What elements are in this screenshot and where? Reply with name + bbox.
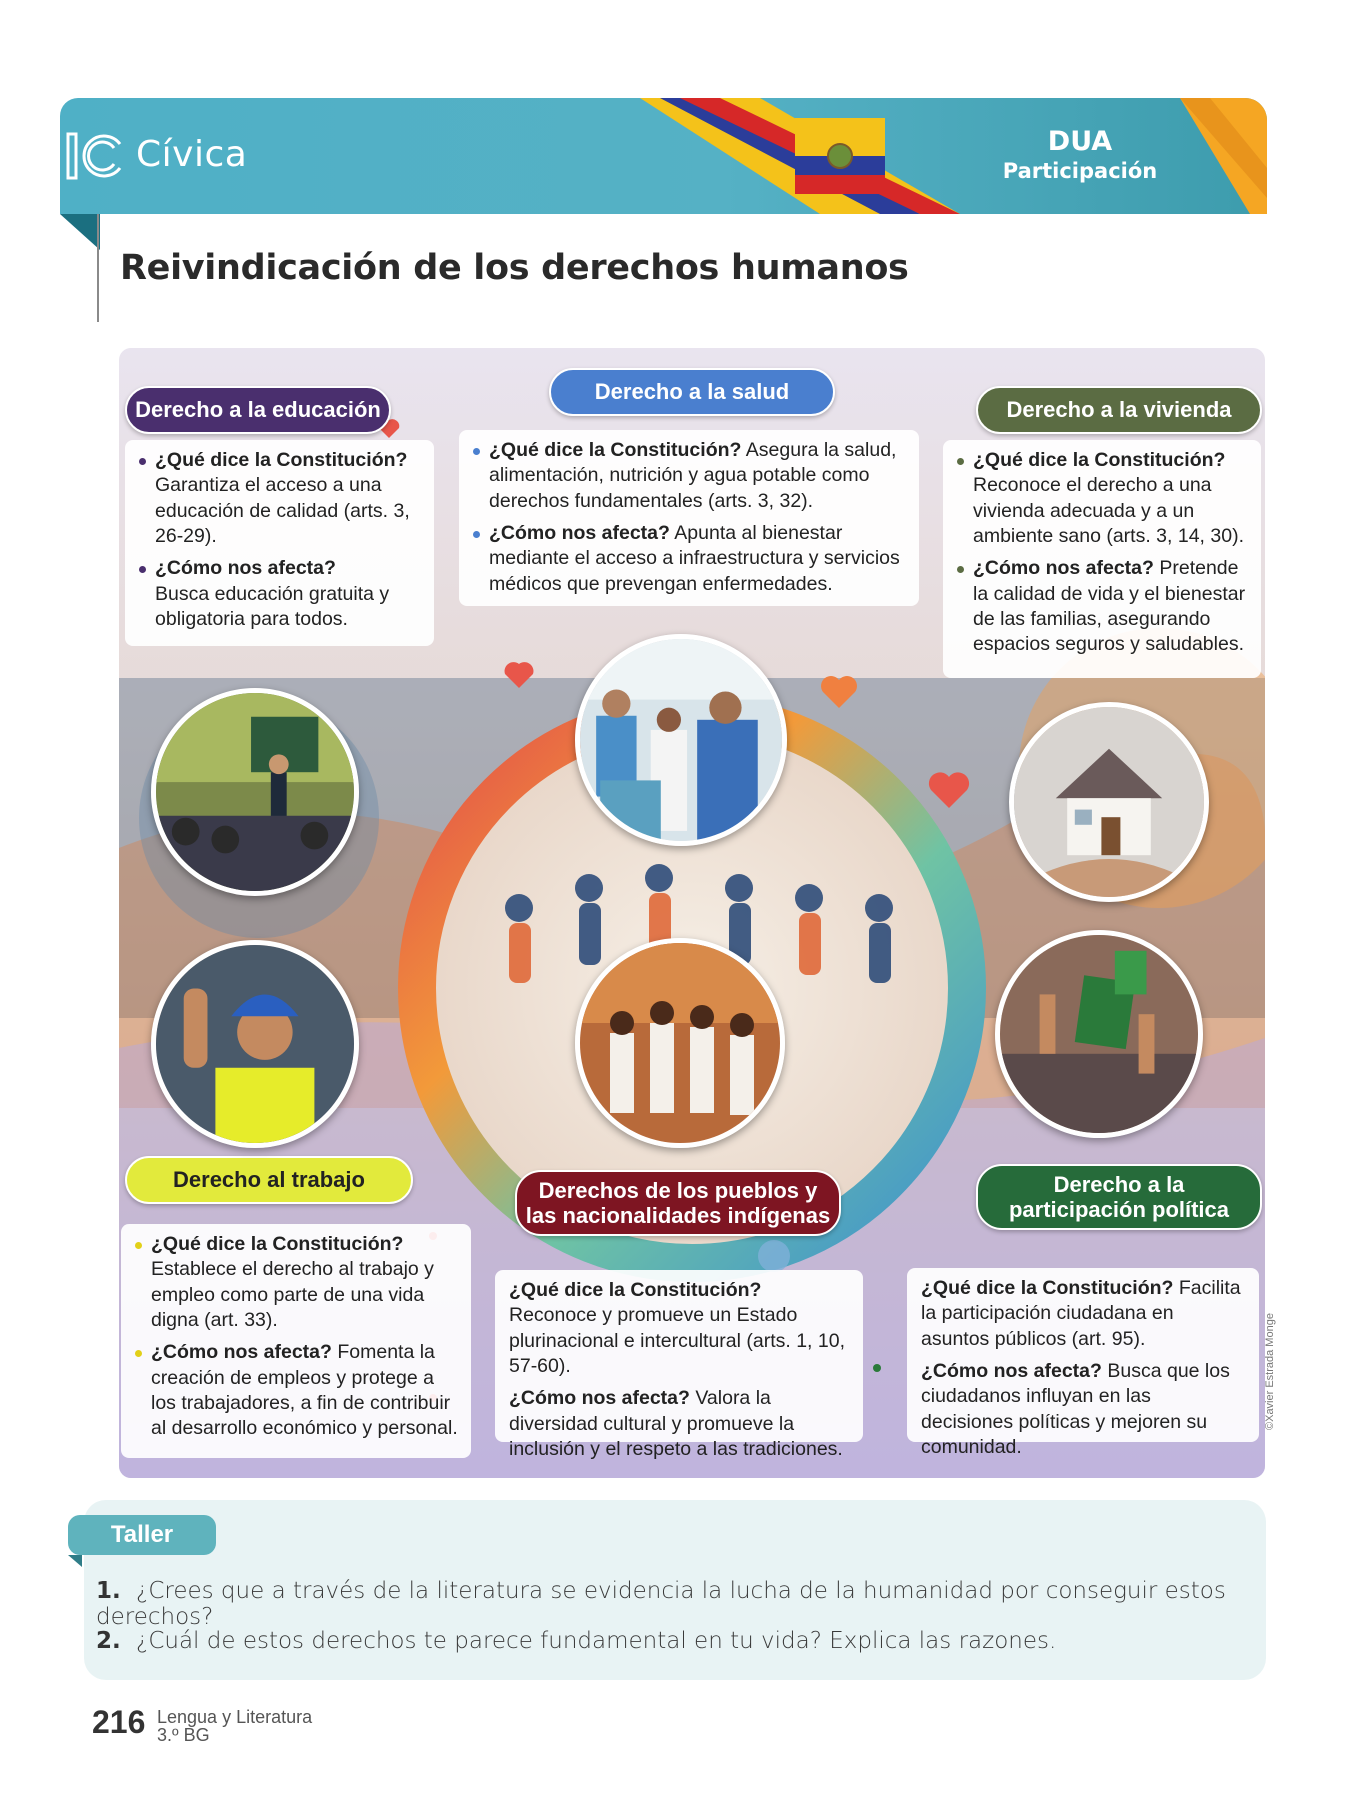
indigenous-q1-label: ¿Qué dice la Constitución? (509, 1279, 762, 1301)
pill-indigenous-line2: las nacionalidades indígenas (525, 1203, 831, 1228)
work-q2-label: ¿Cómo nos afecta? (151, 1341, 332, 1364)
photo-hospital (575, 634, 787, 846)
pill-indigenous (515, 1170, 841, 1236)
taller-question-1 (96, 1578, 1350, 1630)
education-q1-text: Garantiza el acceso a una educación de calidad (arts. 3, 26-29). (155, 474, 410, 548)
pill-indigenous-line1: Derechos de los pueblos y (538, 1177, 818, 1203)
work-q2-text: Fomenta la creación de empleos y protege a los trabajadores, a fin de contribuir al desarrollo económico y personal. (151, 1341, 458, 1440)
question-number: 2. (96, 1628, 121, 1654)
pill-political-line1: Derecho a la (1053, 1171, 1185, 1197)
card-education (125, 440, 434, 646)
page-title: Reivindicación de los derechos humanos (120, 248, 909, 288)
education-q2-text: Busca educación gratuita y obligatoria para todos. (155, 582, 390, 631)
housing-q2-label: ¿Cómo nos afecta? (973, 557, 1154, 580)
housing-q2-text: Pretende la calidad de vida y el bienestar de las familias, asegurando espacios seguros y saludables. (973, 557, 1246, 656)
card-health (459, 430, 919, 606)
card-political (907, 1268, 1259, 1459)
work-q1-text: Establece el derecho al trabajo y empleo como parte de una vida digna (art. 33). (151, 1258, 434, 1332)
work-q1-label: ¿Qué dice la Constitución? (151, 1233, 404, 1255)
pill-health: Derecho a la salud (549, 368, 835, 416)
political-q1-text: Facilita la participación ciudadana en asuntos públicos (art. 95). (921, 1277, 1241, 1350)
card-housing (943, 440, 1261, 678)
dua-subtitle: Participación (1002, 159, 1158, 183)
health-q1-label: ¿Qué dice la Constitución? (489, 439, 742, 461)
photo-voting (995, 930, 1203, 1138)
photo-classroom (151, 688, 359, 896)
pill-housing: Derecho a la vivienda (976, 386, 1262, 434)
political-q2-label: ¿Cómo nos afecta? (921, 1360, 1102, 1383)
pill-education: Derecho a la educación (125, 386, 391, 434)
image-credit: ©Xavier Estrada Monge (1264, 1313, 1276, 1430)
banner-fold (60, 214, 100, 250)
footer-subject (157, 1708, 312, 1744)
photo-indigenous-dance (575, 938, 785, 1148)
infographic-panel (119, 348, 1265, 1478)
housing-q1-label: ¿Qué dice la Constitución? (973, 449, 1226, 471)
pill-political (976, 1164, 1262, 1230)
question-text: ¿Crees que a través de la literatura se evidencia la lucha de la humanidad por conseguir estos derechos? (96, 1578, 1226, 1630)
political-q1-label: ¿Qué dice la Constitución? (921, 1277, 1174, 1299)
page-number: 216 (92, 1704, 146, 1740)
subject-name: Lengua y Literatura (157, 1707, 313, 1727)
taller-question-2 (96, 1628, 1056, 1654)
question-number: 1. (96, 1578, 121, 1604)
ic-logo-icon (66, 130, 126, 182)
housing-q1-text: Reconoce el derecho a una vivienda adecuada y a un ambiente sano (arts. 3, 14, 30). (973, 474, 1244, 548)
photo-house (1009, 702, 1209, 902)
indigenous-q2-label: ¿Cómo nos afecta? (509, 1387, 690, 1410)
education-q2-label: ¿Cómo nos afecta? (155, 557, 336, 580)
dua-badge (1000, 126, 1160, 183)
indigenous-q2-text: Valora la diversidad cultural y promueve la inclusión y el respeto a las tradiciones. (509, 1387, 843, 1461)
indigenous-q1-text: Reconoce y promueve un Estado plurinacional e intercultural (arts. 1, 10, 57-60). (509, 1304, 846, 1378)
taller-label: Taller (68, 1515, 216, 1555)
taller-fold (68, 1555, 82, 1567)
political-q2-text: Busca que los ciudadanos influyan en las decisiones políticas y mejoren su comunidad. (921, 1360, 1230, 1459)
health-q2-label: ¿Cómo nos afecta? (489, 522, 670, 545)
health-q1-text: Asegura la salud, alimentación, nutrición y agua potable como derechos fundamentales (arts. 3, 32). (489, 439, 897, 512)
card-indigenous (495, 1270, 863, 1461)
photo-worker (151, 940, 359, 1148)
education-q1-label: ¿Qué dice la Constitución? (155, 449, 408, 471)
subject-grade: 3.º BG (157, 1725, 210, 1745)
title-rule (97, 214, 99, 322)
card-work (121, 1224, 471, 1458)
pill-political-line2: participación política (1008, 1197, 1230, 1222)
dua-title: DUA (1047, 126, 1113, 157)
health-q2-text: Apunta al bienestar mediante el acceso a infraestructura y servicios médicos que prevengan enfermedades. (489, 522, 900, 595)
section-title: Cívica (136, 134, 248, 175)
pill-work: Derecho al trabajo (125, 1156, 413, 1204)
question-text: ¿Cuál de estos derechos te parece fundamental en tu vida? Explica las razones. (136, 1628, 1057, 1654)
